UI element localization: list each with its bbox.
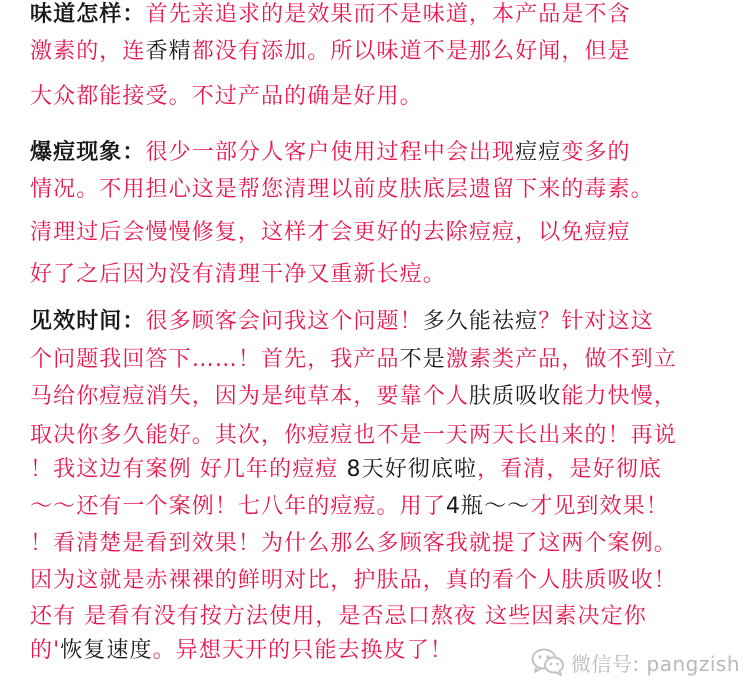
text-segment: 香精 <box>145 39 192 64</box>
text-segment: 产品，做不到立 <box>515 347 677 372</box>
text-segment: 8天好彻底啦 <box>346 457 478 482</box>
text-segment: 痘痘 <box>515 140 562 165</box>
text-line <box>30 307 654 337</box>
text-segment: 。异想天开的只能去换皮了！ <box>152 638 453 663</box>
text-segment: 不是 <box>399 347 446 372</box>
text-segment: 能力快慢， <box>561 384 677 409</box>
text-segment: 马给你痘痘消失，因为是纯草本，要靠个人 <box>30 384 469 409</box>
text-line <box>30 218 631 248</box>
text-segment: ！看清楚是看到效果！为什么那么多顾客我就提了这两个案例。 <box>30 531 677 556</box>
text-line <box>30 345 677 375</box>
text-segment: 大众都能接受。不过产品的确是好用。 <box>30 84 423 109</box>
text-line <box>30 492 669 522</box>
text-segment: 变多的 <box>561 140 631 165</box>
text-line <box>30 421 677 451</box>
text-line <box>30 566 677 596</box>
section-heading: 味道怎样： <box>30 2 146 27</box>
wechat-icon <box>531 648 565 676</box>
text-line <box>30 138 631 168</box>
section-heading: 爆痘现象： <box>30 140 146 165</box>
text-segment: ，看清，是好彻底 <box>477 457 662 482</box>
text-line <box>30 382 677 412</box>
text-segment: 很少一部分人客户使用过程中会出现 <box>145 140 516 165</box>
text-segment: 才见到效果！ <box>530 494 669 519</box>
text-line <box>30 455 662 485</box>
text-line <box>30 529 677 559</box>
text-line <box>30 260 446 290</box>
text-segment: 激素类 <box>445 347 516 372</box>
text-segment: ～～还有一个案例！七八年的痘痘。用了 <box>30 494 446 519</box>
text-segment: ？针对这这 <box>538 309 654 334</box>
wechat-id-label: 微信号: pangzish <box>570 651 740 676</box>
text-line <box>30 636 453 666</box>
text-segment: 还有 是看有没有按方法使用，是否忌口熬夜 这些因素决定你 <box>30 604 647 629</box>
text-segment: 的' <box>30 638 61 663</box>
text-segment: 好了之后因为没有清理干净又重新长痘。 <box>30 262 446 287</box>
text-line <box>30 175 654 205</box>
wechat-watermark <box>531 647 740 677</box>
text-line <box>30 82 423 112</box>
text-line <box>30 37 631 67</box>
text-segment: 取决你多久能好。其次，你痘痘也不是一天两天长出来的！再说 <box>30 423 677 448</box>
text-segment: 很多顾客会问我这个问题！ <box>145 309 423 334</box>
text-line <box>30 0 631 30</box>
text-segment: 恢复速度 <box>60 638 153 663</box>
text-segment: 多久能祛痘 <box>422 309 539 334</box>
text-segment: 首先亲追求的是效果而不是味道，本产品是不含 <box>145 2 631 27</box>
text-segment: 都没有添加。所以味道不是那么好闻，但是 <box>191 39 631 64</box>
text-segment: 4瓶～～ <box>445 494 531 519</box>
section-heading: 见效时间： <box>30 309 146 334</box>
text-segment: 肤质吸收 <box>468 384 562 409</box>
text-line <box>30 602 647 632</box>
text-segment: 因为这就是赤裸裸的鲜明对比，护肤品，真的看个人肤质吸收！ <box>30 568 677 593</box>
text-segment: 个问题我回答下……！首先，我产品 <box>30 347 400 372</box>
text-segment: ！我这边有案例 好几年的痘痘 <box>30 457 347 482</box>
text-segment: 情况。不用担心这是帮您清理以前皮肤底层遗留下来的毒素。 <box>30 177 654 202</box>
text-segment: 激素的，连 <box>30 39 146 64</box>
text-segment: 清理过后会慢慢修复，这样才会更好的去除痘痘，以免痘痘 <box>30 220 631 245</box>
